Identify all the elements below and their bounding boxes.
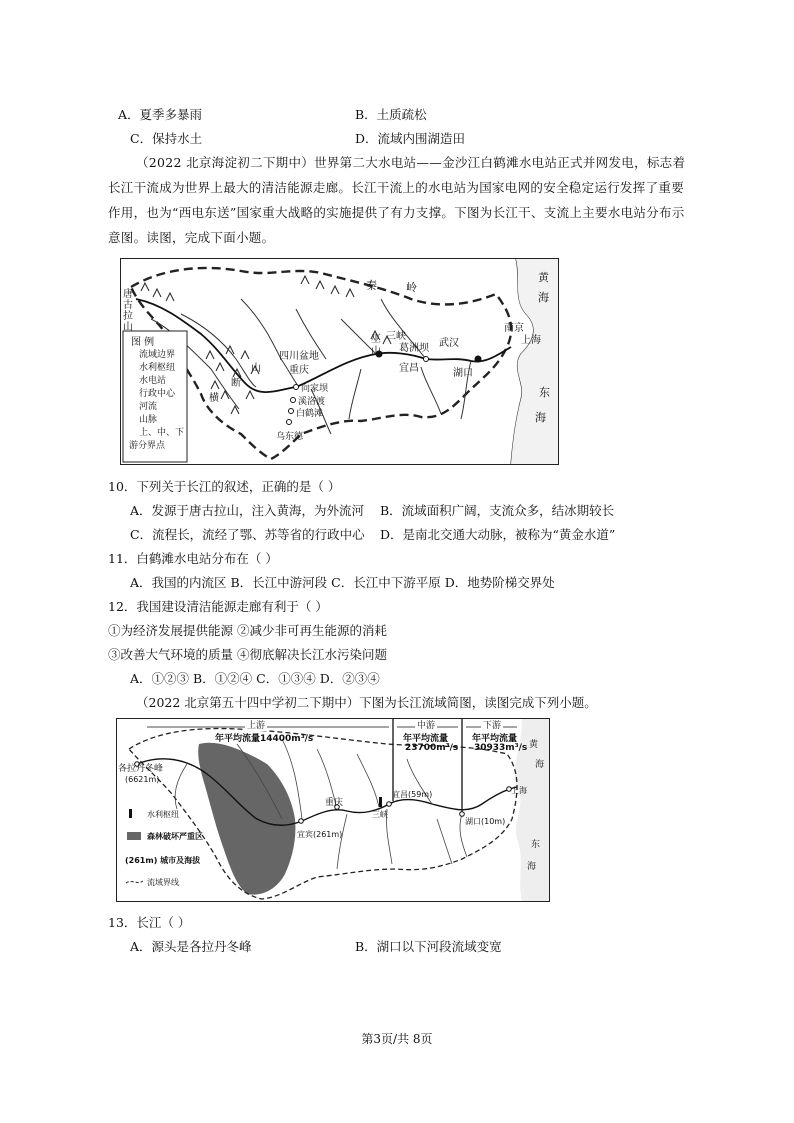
map1-label: 巫山 bbox=[371, 334, 381, 357]
map1-legend-item: 流域边界 bbox=[139, 350, 176, 360]
map2-legend-item: 森林破坏严重区 bbox=[147, 832, 203, 841]
map2-chongqing: 重庆 bbox=[325, 798, 344, 808]
map1-legend-item: 水利枢纽 bbox=[139, 363, 176, 373]
map2-geladandong: 各拉丹冬峰 bbox=[118, 764, 164, 774]
map2-lower-flow-label: 年平均流量 bbox=[472, 734, 518, 744]
map1-label: 武汉 bbox=[439, 338, 459, 349]
page-footer: 第3页/共 8页 bbox=[361, 1032, 433, 1046]
map1-legend-item: 水电站 bbox=[139, 376, 167, 386]
q10-option-c: C．流程长，流经了鄂、苏等省的行政中心 bbox=[130, 527, 365, 542]
q9-option-a: A．夏季多暴雨 bbox=[118, 107, 203, 122]
q12-stem: 12．我国建设清洁能源走廊有利于（ ） bbox=[108, 599, 328, 614]
map2-lower-flow: 30933m³/s bbox=[474, 743, 528, 753]
map1-legend-title: 图 例 bbox=[131, 337, 155, 348]
map2-yibin: 宜宾(261m) bbox=[297, 830, 343, 839]
map2-yichang: 宜昌(59m) bbox=[392, 790, 433, 799]
map1-label: 宜昌 bbox=[399, 363, 419, 374]
map1-label: 湖口 bbox=[453, 368, 473, 379]
map2-sanxia: 三峡 bbox=[372, 810, 388, 819]
map-hydropower bbox=[120, 258, 559, 465]
map2-upper-flow: 年平均流量14400m³/s bbox=[215, 734, 314, 744]
passage-2: （2022 北京第五十四中学初二下期中）下图为长江流域简图，读图完成下列小题。 bbox=[136, 695, 597, 710]
map1-label: 山 bbox=[251, 363, 261, 374]
map2-legend-item: 流域界线 bbox=[147, 878, 179, 887]
map1-label: 断 bbox=[231, 378, 241, 389]
map2-shanghai: 上海 bbox=[511, 786, 527, 795]
map2-geladandong-alt: (6621m) bbox=[125, 775, 160, 784]
map2-middle: 中游 bbox=[415, 718, 437, 731]
map2-legend-item: 水利枢纽 bbox=[147, 810, 179, 819]
map1-label: 海 bbox=[538, 291, 549, 304]
map1-legend-item: 上、中、下 bbox=[139, 428, 185, 438]
q9-option-d: D．流域内围湖造田 bbox=[355, 131, 466, 146]
map1-label: 南京 bbox=[504, 323, 524, 334]
map1-label: 白鹤滩 bbox=[296, 409, 324, 419]
map2-huang: 黄 bbox=[529, 740, 539, 750]
map1-label: 横 bbox=[209, 393, 219, 404]
map1-label: 秦 bbox=[366, 279, 377, 292]
map1-label: 四川盆地 bbox=[279, 351, 319, 362]
q10-option-a: A．发源于唐古拉山，注入黄海，为外流河 bbox=[130, 503, 365, 518]
map1-label: 海 bbox=[535, 411, 546, 424]
q12-line-2: ③改善大气环境的质量 ④彻底解决长江水污染问题 bbox=[108, 647, 387, 662]
map1-label: 重庆 bbox=[289, 365, 309, 376]
map1-label: 黄 bbox=[538, 271, 549, 284]
q9-option-b: B．土质疏松 bbox=[355, 107, 427, 122]
map1-label: 溪洛渡 bbox=[298, 397, 326, 407]
map2-dong-hai: 海 bbox=[527, 862, 537, 872]
map1-label: 唐古拉山 bbox=[123, 289, 133, 333]
map2-dong: 东 bbox=[531, 840, 541, 850]
q12-line-1: ①为经济发展提供能源 ②减少非可再生能源的消耗 bbox=[108, 623, 387, 638]
map2-hukou: 湖口(10m) bbox=[465, 817, 506, 826]
q13-stem: 13．长江（ ） bbox=[108, 915, 191, 930]
map2-upper: 上游 bbox=[245, 718, 267, 731]
map1-label: 岭 bbox=[406, 281, 417, 294]
q11-options: A．我国的内流区 B．长江中游河段 C．长江中下游平原 D．地势阶梯交界处 bbox=[130, 575, 555, 590]
q10-option-d: D．是南北交通大动脉，被称为“黄金水道” bbox=[380, 527, 616, 542]
map1-label: 向家坝 bbox=[301, 384, 329, 394]
map1-label: 东 bbox=[539, 386, 550, 399]
map2-hai: 海 bbox=[535, 760, 545, 770]
map2-middle-flow-label: 年平均流量 bbox=[403, 734, 449, 744]
q11-stem: 11．白鹤滩水电站分布在（ ） bbox=[108, 551, 278, 566]
map1-legend-item: 游分界点 bbox=[129, 441, 166, 451]
q13-option-b: B．湖口以下河段流域变宽 bbox=[355, 939, 502, 954]
map2-lower: 下游 bbox=[481, 718, 503, 731]
map-yangtze-basin bbox=[116, 718, 550, 902]
map1-legend-item: 河流 bbox=[139, 402, 158, 412]
map1-label: 上海 bbox=[521, 335, 541, 346]
q10-option-b: B．流域面积广阔，支流众多，结冰期较长 bbox=[380, 503, 615, 518]
q13-option-a: A．源头是各拉丹冬峰 bbox=[130, 939, 252, 954]
passage-1: （2022 北京海淀初二下期中）世界第二大水电站——金沙江白鹤滩水电站正式并网发电，标志着长江干流成为世界上最大的清洁能源走廊。长江干流上的水电站为国家电网的安全稳定运行发挥了重要作用，也为“西电东送”国家重大战略的实施提供了有力支撑。下图为长江干、支流上主要水电站分布示意图。读图，完成下面小题。 bbox=[108, 155, 686, 245]
map1-label: 三峡 bbox=[386, 331, 406, 342]
map1-legend-item: 行政中心 bbox=[139, 389, 176, 399]
map2-legend-item: (261m) 城市及海拔 bbox=[125, 856, 201, 865]
q10-stem: 10．下列关于长江的叙述，正确的是（ ） bbox=[108, 479, 341, 494]
q12-options: A．①②③ B．①②④ C．①③④ D．②③④ bbox=[130, 671, 380, 686]
map1-label: 乌东德 bbox=[276, 432, 304, 442]
q9-option-c: C．保持水土 bbox=[130, 131, 203, 146]
map1-label: 葛洲坝 bbox=[399, 343, 429, 354]
map1-legend-item: 山脉 bbox=[139, 415, 158, 425]
map2-middle-flow: 23700m³/s bbox=[405, 743, 459, 753]
